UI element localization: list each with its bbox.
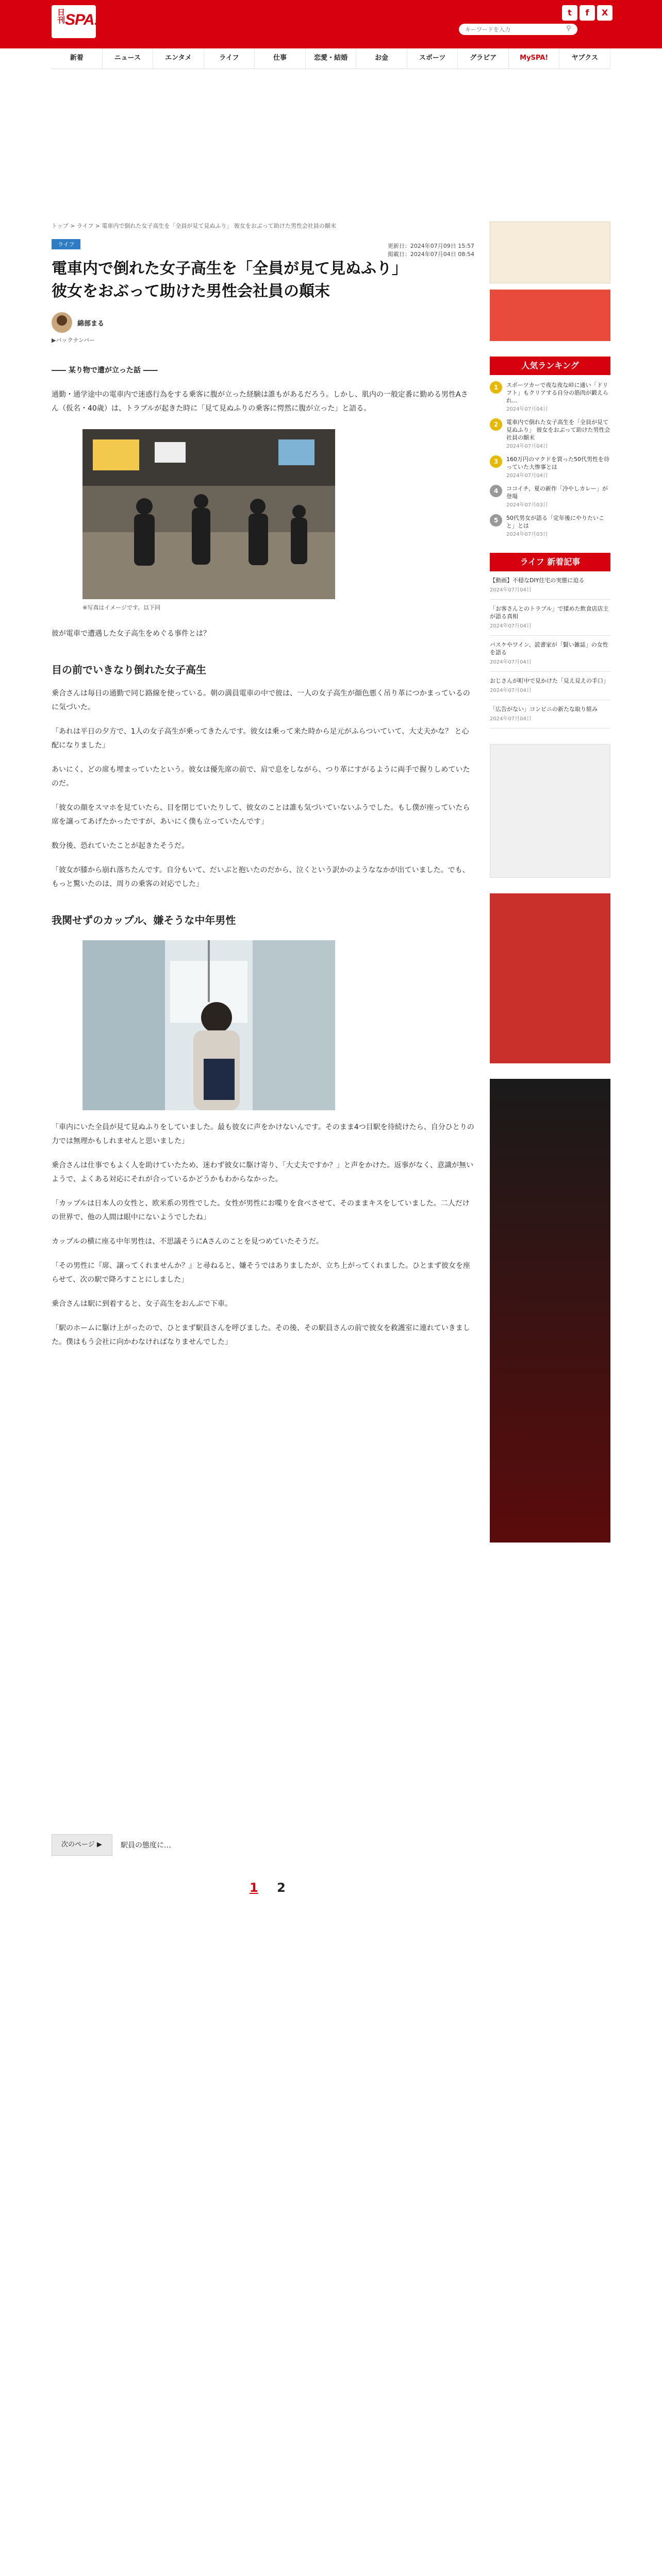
nav-myspa[interactable]: MySPA! bbox=[509, 48, 560, 69]
page-1-link[interactable]: 1 bbox=[250, 1880, 258, 1895]
ranking-item[interactable] bbox=[490, 485, 610, 500]
author-row bbox=[52, 312, 474, 333]
life-new-heading: ライフ 新着記事 bbox=[490, 553, 610, 571]
ranking-item-date: 2024年07月04日 bbox=[506, 444, 548, 449]
section-heading-1: 目の前でいきなり倒れた女子高生 bbox=[52, 664, 206, 676]
nav-new[interactable]: 新着 bbox=[52, 48, 103, 69]
ranking-item-text: スポーツカーで夜な夜な峠に通い「ドリフト」もクリアする自分の筋肉が鍛えられ… bbox=[506, 382, 608, 404]
section1-paragraph-3: あいにく、どの席も埋まっていたという。彼女は優先席の前で、肩で息をしながら、つり革にすがるように両手で握りしめていたのだ。 bbox=[52, 766, 470, 788]
section1-paragraph-2: 「あれは平日の夕方で、1人の女子高生が乗ってきたんです。彼女は乗って来た時から足元がふらついていて、大丈夫かな？ と心配になりました」 bbox=[52, 727, 469, 750]
section1-paragraph-5: 数分後、恐れていたことが起きたそうだ。 bbox=[52, 842, 189, 850]
life-item-date: 2024年07月04日 bbox=[490, 716, 532, 722]
next-page-row bbox=[52, 1834, 171, 1856]
sidebar-banner-comic[interactable] bbox=[490, 222, 610, 283]
x-icon[interactable]: X bbox=[597, 5, 613, 21]
author-name[interactable]: 綿部まる bbox=[77, 319, 105, 328]
life-item-date: 2024年07月04日 bbox=[490, 688, 532, 693]
author-avatar[interactable] bbox=[52, 312, 72, 333]
ranking-item-text: 160万円のマクドを買った50代男性を待っていた大惨事とは bbox=[506, 456, 609, 470]
sidebar-ad-block[interactable] bbox=[490, 744, 610, 878]
article-dates bbox=[388, 242, 474, 259]
life-item-text: バスケやワイン、読書家が「賢い雑誌」の女性を語る bbox=[490, 641, 608, 656]
article-title bbox=[52, 258, 474, 303]
life-item[interactable] bbox=[490, 636, 610, 672]
life-item[interactable] bbox=[490, 700, 610, 728]
sidebar-banner-stack[interactable] bbox=[490, 1079, 610, 1543]
ranking-heading: 人気ランキング bbox=[490, 357, 610, 375]
rank-number: 3 bbox=[490, 455, 502, 468]
logo-small-text: 日刊 bbox=[56, 8, 65, 24]
life-item[interactable] bbox=[490, 672, 610, 700]
ranking-list bbox=[490, 381, 610, 537]
nav-love[interactable]: 恋愛・結婚 bbox=[306, 48, 357, 69]
breadcrumb: トップ > ライフ > 電車内で倒れた女子高生を「全員が見て見ぬふり」 彼女をおぶって助けた男性会社員の顛末 bbox=[52, 223, 336, 229]
nav-news[interactable]: ニュース bbox=[103, 48, 154, 69]
title-line-1: 電車内で倒れた女子高生を「全員が見て見ぬふり」 bbox=[52, 260, 407, 278]
ranking-item-date: 2024年07月03日 bbox=[506, 532, 548, 537]
nav-yabukusu[interactable]: ヤブクス bbox=[559, 48, 610, 69]
photo-1 bbox=[82, 429, 335, 612]
facebook-icon[interactable]: f bbox=[580, 5, 595, 21]
page-2-link[interactable]: 2 bbox=[277, 1880, 286, 1895]
logo-big-text: SPA! bbox=[65, 11, 99, 28]
category-badge[interactable]: ライフ bbox=[52, 239, 80, 249]
life-item-text: 【動画】不穏なDIY住宅の実態に迫る bbox=[490, 577, 585, 584]
lead-paragraph: 通勤・通学途中の電車内で迷惑行為をする乗客に腹が立った経験は誰もがあるだろう。しかし、肌内の一般定番に勤める男性Aさん（仮名・40歳）は、トラブルが起きた時に「見て見ぬふりの乗客に愕然に腹が立った」と語る。 bbox=[52, 391, 468, 413]
photo-2 bbox=[82, 940, 335, 1110]
life-item-text: 「お客さんとのトラブル」で揉めた飲食店店主が語る真相 bbox=[490, 605, 609, 620]
section2-paragraph-2: 乗合さんは仕事でもよく人を助けていたため、迷わず彼女に駆け寄り、「大丈夫ですか？」と声をかけた。返事がなく、意識が無いようで、よくある対応にそれが合っているかどうかもわからなかった。 bbox=[52, 1161, 474, 1183]
life-item[interactable] bbox=[490, 600, 610, 636]
rank-number: 2 bbox=[490, 418, 502, 431]
top-header-bar bbox=[0, 0, 662, 48]
search-icon[interactable]: ⚲ bbox=[566, 25, 571, 32]
search-input[interactable] bbox=[459, 24, 577, 35]
lead-heading: ―― 某り物で遭が立った話 ―― bbox=[52, 366, 158, 375]
next-page-teaser[interactable]: 駅員の態度に… bbox=[121, 1841, 171, 1850]
section2-paragraph-3: 「カップルは日本人の女性と、欧米系の男性でした。女性が男性にお喋りを食べさせて、そのままキスをしていました。二人だけの世界で、他の人間は眼中にないようでしたね」 bbox=[52, 1199, 470, 1222]
section1-paragraph-1: 乗合さんは毎日の通勤で同じ路線を使っている。朝の満員電車の中で彼は、一人の女子高生が顔色悪く吊り革につかまっているのに気づいた。 bbox=[52, 689, 470, 711]
train-photo bbox=[82, 940, 335, 1110]
section2-paragraph-6: 乗合さんは駅に到着すると、女子高生をおんぶで下車。 bbox=[52, 1300, 232, 1308]
intro-paragraph: 彼が電車で遭遇した女子高生をめぐる事件とは？ bbox=[52, 630, 210, 638]
life-item-date: 2024年07月04日 bbox=[490, 587, 532, 593]
photo-1-caption: ※写真はイメージです。以下同 bbox=[82, 604, 161, 611]
twitter-icon[interactable]: t bbox=[562, 5, 577, 21]
ranking-item-date: 2024年07月04日 bbox=[506, 473, 548, 479]
ranking-item-text: 50代男女が語る「定年後にやりたいこと」とは bbox=[506, 515, 604, 529]
life-new-list bbox=[490, 571, 610, 728]
nav-life[interactable]: ライフ bbox=[204, 48, 255, 69]
date-published: 掲載日：2024年07月04日 08:54 bbox=[387, 251, 474, 258]
section2-paragraph-5: 「その男性に『席、譲ってくれませんか？』と尋ねると、嫌そうではありましたが、立ち上がってくれました。ひとまず彼女を座らせて、次の駅で降ろすことにしました」 bbox=[52, 1262, 470, 1284]
section2-paragraph-7: 「駅のホームに駆け上がったので、ひとまず駅員さんを呼びました。その後、その駅員さんの前で彼女を救護室に連れていきました。僕はもう会社に向かわなければなりませんでした」 bbox=[52, 1324, 470, 1346]
section1-paragraph-4: 「彼女の顔をスマホを見ていたら、目を閉じていたりして、彼女のことは誰も気づいていないふうでした。もし僕が座っていたら席を譲ってあげたかったですが、あいにく僕も立っていたんです」 bbox=[52, 804, 470, 826]
date-updated: 更新日：2024年07月09日 15:57 bbox=[387, 243, 474, 249]
rank-number: 5 bbox=[490, 514, 502, 527]
section-heading-2: 我関せずのカップル、嫌そうな中年男性 bbox=[52, 914, 236, 926]
ranking-item-text: 電車内で倒れた女子高生を「全員が見て見ぬふり」 彼女をおぶって助けた男性会社員の顛末 bbox=[506, 419, 610, 441]
section1-paragraph-6: 「彼女が膝から崩れ落ちたんです。自分もいて、だいぶと抱いたのだから、泣くという訳かのようななかが出ていました。でも、もっと驚いたのは、周りの乗客の対応でした」 bbox=[52, 866, 470, 888]
station-photo bbox=[82, 429, 335, 599]
article-main bbox=[52, 222, 474, 1349]
ranking-item-date: 2024年07月04日 bbox=[506, 406, 548, 412]
backnumber-link[interactable]: ▶バックナンバー bbox=[52, 337, 95, 344]
ranking-item[interactable] bbox=[490, 455, 610, 471]
section2-paragraph-4: カップルの横に座る中年男性は、不思議そうにAさんのことを見つめていたそうだ。 bbox=[52, 1238, 323, 1246]
ranking-item[interactable] bbox=[490, 514, 610, 530]
nav-gravure[interactable]: グラビア bbox=[458, 48, 509, 69]
life-item[interactable] bbox=[490, 571, 610, 600]
section2-paragraph-1: 「車内にいた全員が見て見ぬふりをしていました。最も彼女に声をかけないんです。そのまま4つ目駅を待続けたら、自分ひとりの力では無理かもしれませんと思いました」 bbox=[52, 1123, 474, 1145]
nav-work[interactable]: 仕事 bbox=[255, 48, 306, 69]
rank-number: 4 bbox=[490, 485, 502, 497]
ranking-item[interactable] bbox=[490, 418, 610, 442]
ranking-item-date: 2024年07月03日 bbox=[506, 502, 548, 508]
nav-money[interactable]: お金 bbox=[356, 48, 407, 69]
main-nav bbox=[52, 48, 610, 69]
sidebar-magazine-cover[interactable] bbox=[490, 893, 610, 1063]
pagination bbox=[242, 1880, 293, 1895]
rank-number: 1 bbox=[490, 381, 502, 394]
life-item-text: おじさんが町中で見かけた「見え見えの手口」 bbox=[490, 677, 609, 684]
ranking-item-text: ココイチ、夏の新作「冷やしカレー」が登場 bbox=[506, 485, 608, 500]
ranking-item[interactable] bbox=[490, 381, 610, 404]
site-logo[interactable] bbox=[52, 5, 99, 38]
nav-entame[interactable]: エンタメ bbox=[153, 48, 204, 69]
nav-sports[interactable]: スポーツ bbox=[407, 48, 458, 69]
sidebar-banner-manga[interactable] bbox=[490, 290, 610, 341]
life-item-date: 2024年07月04日 bbox=[490, 623, 532, 629]
title-line-2: 彼女をおぶって助けた男性会社員の顛末 bbox=[52, 282, 330, 300]
life-item-text: 「広告がない」コンビニの新たな取り組み bbox=[490, 706, 598, 713]
life-item-date: 2024年07月04日 bbox=[490, 659, 532, 665]
sidebar bbox=[490, 222, 610, 1543]
next-page-button[interactable]: 次のページ ▶ bbox=[52, 1834, 112, 1856]
